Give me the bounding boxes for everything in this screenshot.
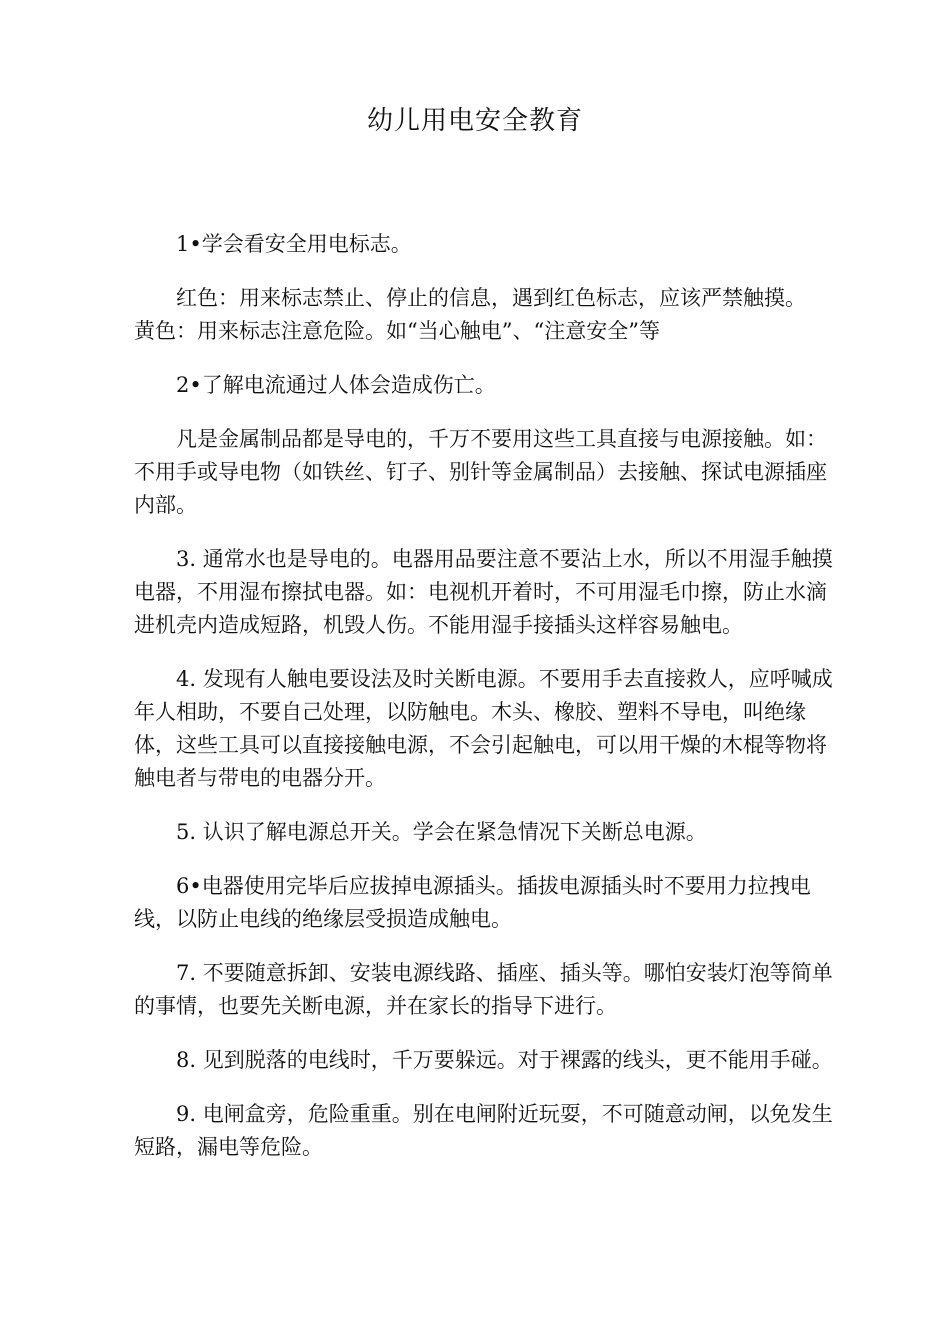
paragraph-red-sign: 红色：用来标志禁止、停止的信息，遇到红色标志，应该严禁触摸。 xyxy=(176,286,806,310)
paragraph-3: 3. 通常水也是导电的。电器用品要注意不要沾上水，所以不用湿手触摸电器，不用湿布擦拭电器。如：电视机开着时，不可用湿毛巾擦，防止水滴进机壳内造成短路，机毁人伤。不能用湿手接插头这样容易触电。 xyxy=(134,547,833,637)
paragraph-6: 6•电器使用完毕后应拔掉电源插头。插拔电源插头时不要用力拉拽电线，以防止电线的绝缘层受损造成触电。 xyxy=(134,874,811,931)
paragraph-7: 7. 不要随意拆卸、安装电源线路、插座、插头等。哪怕安装灯泡等简单的事情，也要先关断电源，并在家长的指导下进行。 xyxy=(134,961,833,1018)
paragraph-9: 9. 电闸盒旁，危险重重。别在电闸附近玩耍，不可随意动闸，以免发生短路，漏电等危险。 xyxy=(134,1102,833,1159)
document-title: 幼儿用电安全教育 xyxy=(366,106,583,136)
paragraph-1: 1•学会看安全用电标志。 xyxy=(176,232,412,256)
document-body xyxy=(134,228,834,1185)
paragraph-4: 4. 发现有人触电要设法及时关断电源。不要用手去直接救人，应呼喊成年人相助，不要自己处理，以防触电。木头、橡胶、塑料不导电，叫绝缘体，这些工具可以直接接触电源，不会引起触电，可以用干燥的木棍等物将触电者与带电的电器分开。 xyxy=(134,667,833,790)
paragraph-2: 2•了解电流通过人体会造成伤亡。 xyxy=(176,373,496,397)
paragraph-metal: 凡是金属制品都是导电的，千万不要用这些工具直接与电源接触。如：不用手或导电物（如铁丝、钉子、别针等金属制品）去接触、探试电源插座内部。 xyxy=(134,427,827,517)
paragraph-5: 5. 认识了解电源总开关。学会在紧急情况下关断总电源。 xyxy=(176,820,707,844)
paragraph-8: 8. 见到脱落的电线时，千万要躲远。对于裸露的线头，更不能用手碰。 xyxy=(176,1048,833,1072)
paragraph-yellow-sign: 黄色：用来标志注意危险。如“当心触电”、“注意安全”等 xyxy=(134,319,660,343)
